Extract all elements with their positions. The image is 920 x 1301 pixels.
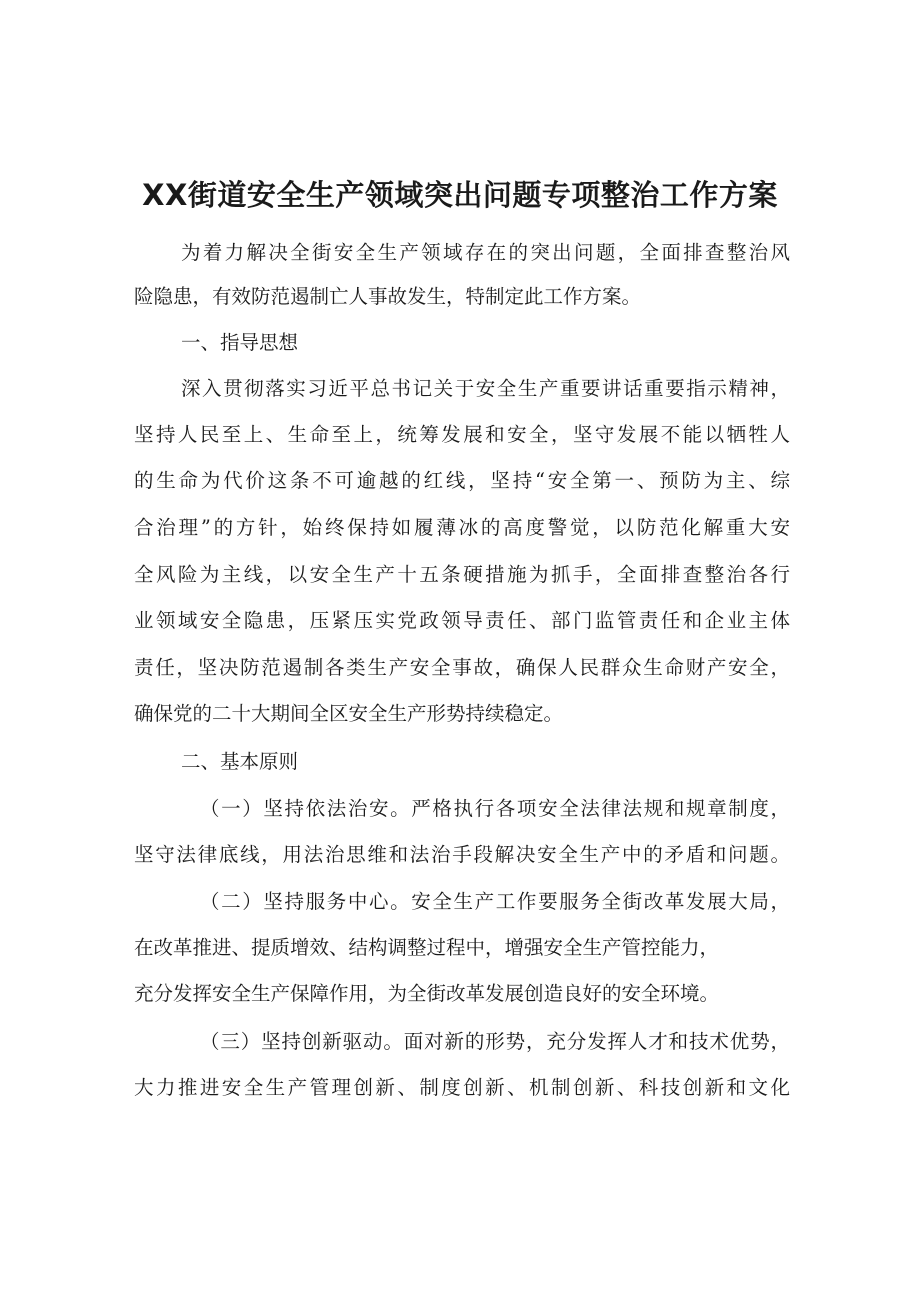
paragraph-1-line-1: 深入贯彻落实习近平总书记关于安全生产重要讲话重要指示精神， — [181, 377, 790, 400]
paragraph-1-line-6: 业领域安全隐患，压紧压实党政领导责任、部门监管责任和企业主体 — [134, 609, 790, 632]
principle-1-line-2: 坚守法律底线，用法治思维和法治手段解决安全生产中的矛盾和问题。 — [134, 843, 790, 866]
principle-2-line-3: 充分发挥安全生产保障作用，为全街改革发展创造良好的安全环境。 — [134, 982, 720, 1005]
paragraph-1-line-3: 的生命为代价这条不可逾越的红线，坚持“安全第一、预防为主、综 — [134, 469, 790, 492]
section-heading-1: 一、指导思想 — [181, 331, 299, 354]
principle-3-line-1: （三）坚持创新驱动。面对新的形势，充分发挥人才和技术优势， — [200, 1030, 790, 1053]
paragraph-1-line-5: 全风险为主线，以安全生产十五条硬措施为抓手，全面排查整治各行 — [134, 563, 790, 586]
document-title: XX街道安全生产领域突出问题专项整治工作方案 — [142, 178, 778, 212]
principle-1-line-1: （一）坚持依法治安。严格执行各项安全法律法规和规章制度， — [200, 797, 790, 820]
intro-line-2: 险隐患，有效防范遏制亡人事故发生，特制定此工作方案。 — [134, 285, 642, 308]
principle-3-line-2: 大力推进安全生产管理创新、制度创新、机制创新、科技创新和文化 — [134, 1076, 790, 1099]
paragraph-1-line-7: 责任，坚决防范遏制各类生产安全事故，确保人民群众生命财产安全， — [134, 656, 790, 679]
intro-line-1: 为着力解决全街安全生产领域存在的突出问题，全面排查整治风 — [181, 241, 790, 264]
principle-2-line-2: 在改革推进、提质增效、结构调整过程中，增强安全生产管控能力， — [134, 936, 720, 959]
section-heading-2: 二、基本原则 — [181, 750, 299, 773]
paragraph-1-line-4: 合治理”的方针，始终保持如履薄冰的高度警觉，以防范化解重大安 — [134, 516, 790, 539]
paragraph-1-line-2: 坚持人民至上、生命至上，统筹发展和安全，坚守发展不能以牺牲人 — [134, 423, 790, 446]
principle-2-line-1: （二）坚持服务中心。安全生产工作要服务全街改革发展大局， — [200, 890, 790, 913]
paragraph-1-line-8: 确保党的二十大期间全区安全生产形势持续稳定。 — [134, 702, 564, 725]
